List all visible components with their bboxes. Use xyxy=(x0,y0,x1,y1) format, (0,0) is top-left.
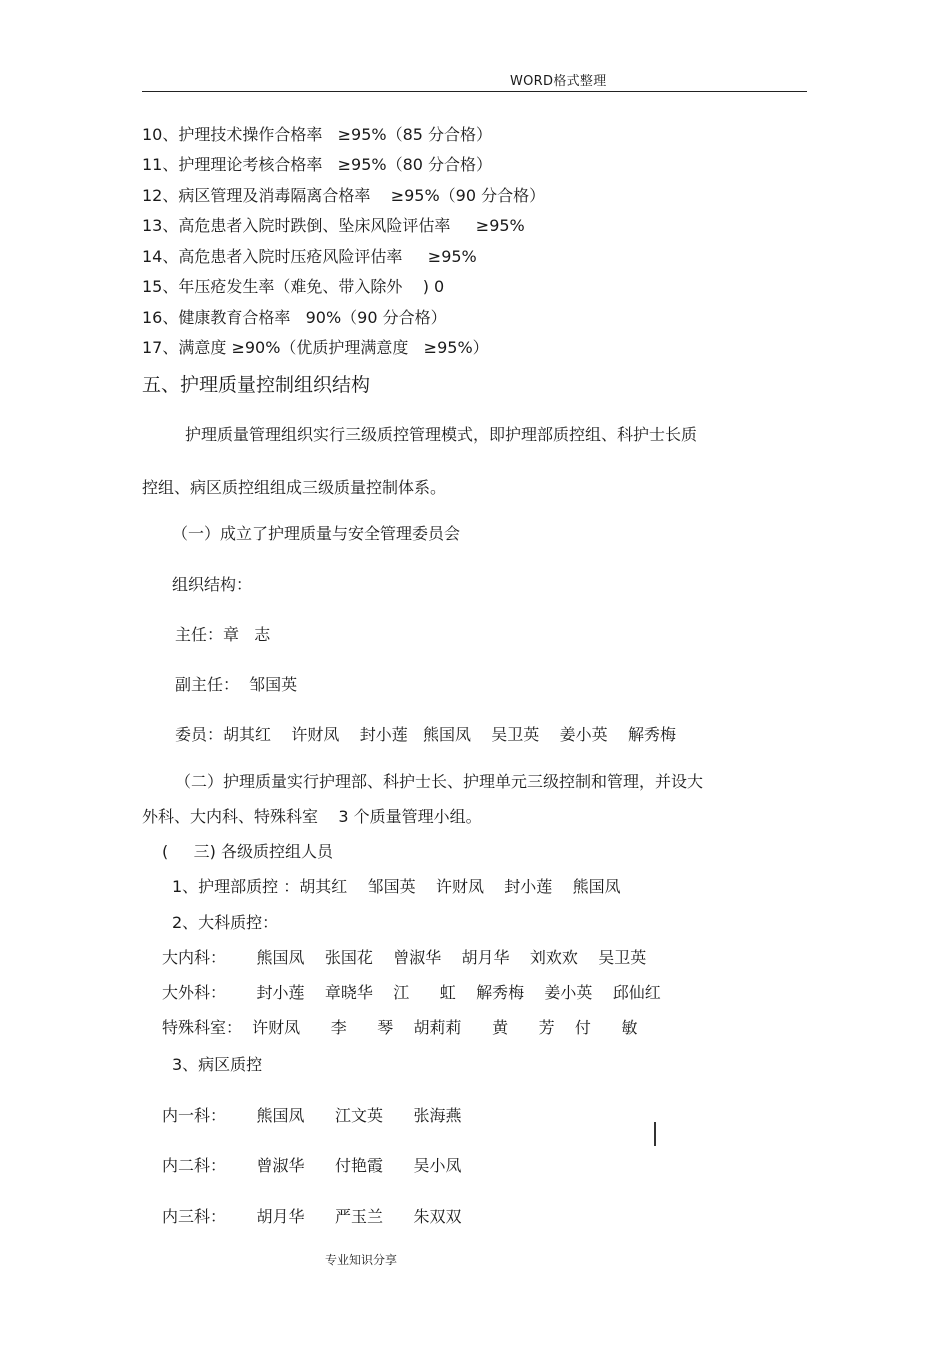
committee-director: 主任：章 志 xyxy=(175,625,271,644)
surgery-qc: 大外科： 封小莲 章晓华 江 虹 解秀梅 姜小英 邱仙红 xyxy=(162,983,661,1002)
major-dept-qc-title: 2、大科质控： xyxy=(172,913,279,932)
committee-deputy: 副主任： 邹国英 xyxy=(175,675,298,694)
nursing-dept-qc: 1、护理部质控 ：胡其红 邹国英 许财凤 封小莲 熊国凤 xyxy=(172,877,621,896)
text-cursor xyxy=(654,1122,656,1146)
subsection-1-title: （一）成立了护理质量与安全管理委员会 xyxy=(172,524,461,543)
target-item-15: 15、年压疮发生率（难免、带入除外 ) 0 xyxy=(142,277,445,296)
ward-internal-3: 内三科： 胡月华 严玉兰 朱双双 xyxy=(162,1207,462,1226)
committee-members: 委员：胡其红 许财凤 封小莲 熊国凤 吴卫英 姜小英 解秀梅 xyxy=(175,725,676,744)
page-footer: 专业知识分享 xyxy=(325,1253,398,1267)
target-item-13: 13、高危患者入院时跌倒、坠床风险评估率 ≥95% xyxy=(142,216,525,235)
ward-internal-1: 内一科： 熊国凤 江文英 张海燕 xyxy=(162,1106,462,1125)
target-item-17: 17、满意度 ≥90%（优质护理满意度 ≥95%） xyxy=(142,338,489,357)
subsection-2-line-2: 外科、大内科、特殊科室 3 个质量管理小组。 xyxy=(142,807,482,826)
subsection-3-title: ( 三) 各级质控组人员 xyxy=(162,842,334,861)
intro-paragraph-line-2: 控组、病区质控组组成三级质量控制体系。 xyxy=(142,478,447,497)
section-heading: 五、护理质量控制组织结构 xyxy=(142,374,371,396)
intro-paragraph-line-1: 护理质量管理组织实行三级质控管理模式，即护理部质控组、科护士长质 xyxy=(185,425,698,444)
ward-qc-title: 3、病区质控 xyxy=(172,1055,263,1074)
subsection-2-line-1: （二）护理质量实行护理部、科护士长、护理单元三级控制和管理，并设大 xyxy=(175,772,704,791)
target-item-16: 16、健康教育合格率 90%（90 分合格） xyxy=(142,308,447,327)
org-structure-label: 组织结构： xyxy=(172,575,253,594)
target-item-14: 14、高危患者入院时压疮风险评估率 ≥95% xyxy=(142,247,477,266)
header-divider xyxy=(142,91,807,92)
target-item-10: 10、护理技术操作合格率 ≥95%（85 分合格） xyxy=(142,125,493,144)
special-dept-qc: 特殊科室： 许财凤 李 琴 胡莉莉 黄 芳 付 敏 xyxy=(162,1018,638,1037)
internal-medicine-qc: 大内科： 熊国凤 张国花 曾淑华 胡月华 刘欢欢 吴卫英 xyxy=(162,948,647,967)
target-item-12: 12、病区管理及消毒隔离合格率 ≥95%（90 分合格） xyxy=(142,186,546,205)
ward-internal-2: 内二科： 曾淑华 付艳霞 吴小凤 xyxy=(162,1156,462,1175)
target-item-11: 11、护理理论考核合格率 ≥95%（80 分合格） xyxy=(142,155,493,174)
page-header-title: WORD格式整理 xyxy=(510,74,607,89)
